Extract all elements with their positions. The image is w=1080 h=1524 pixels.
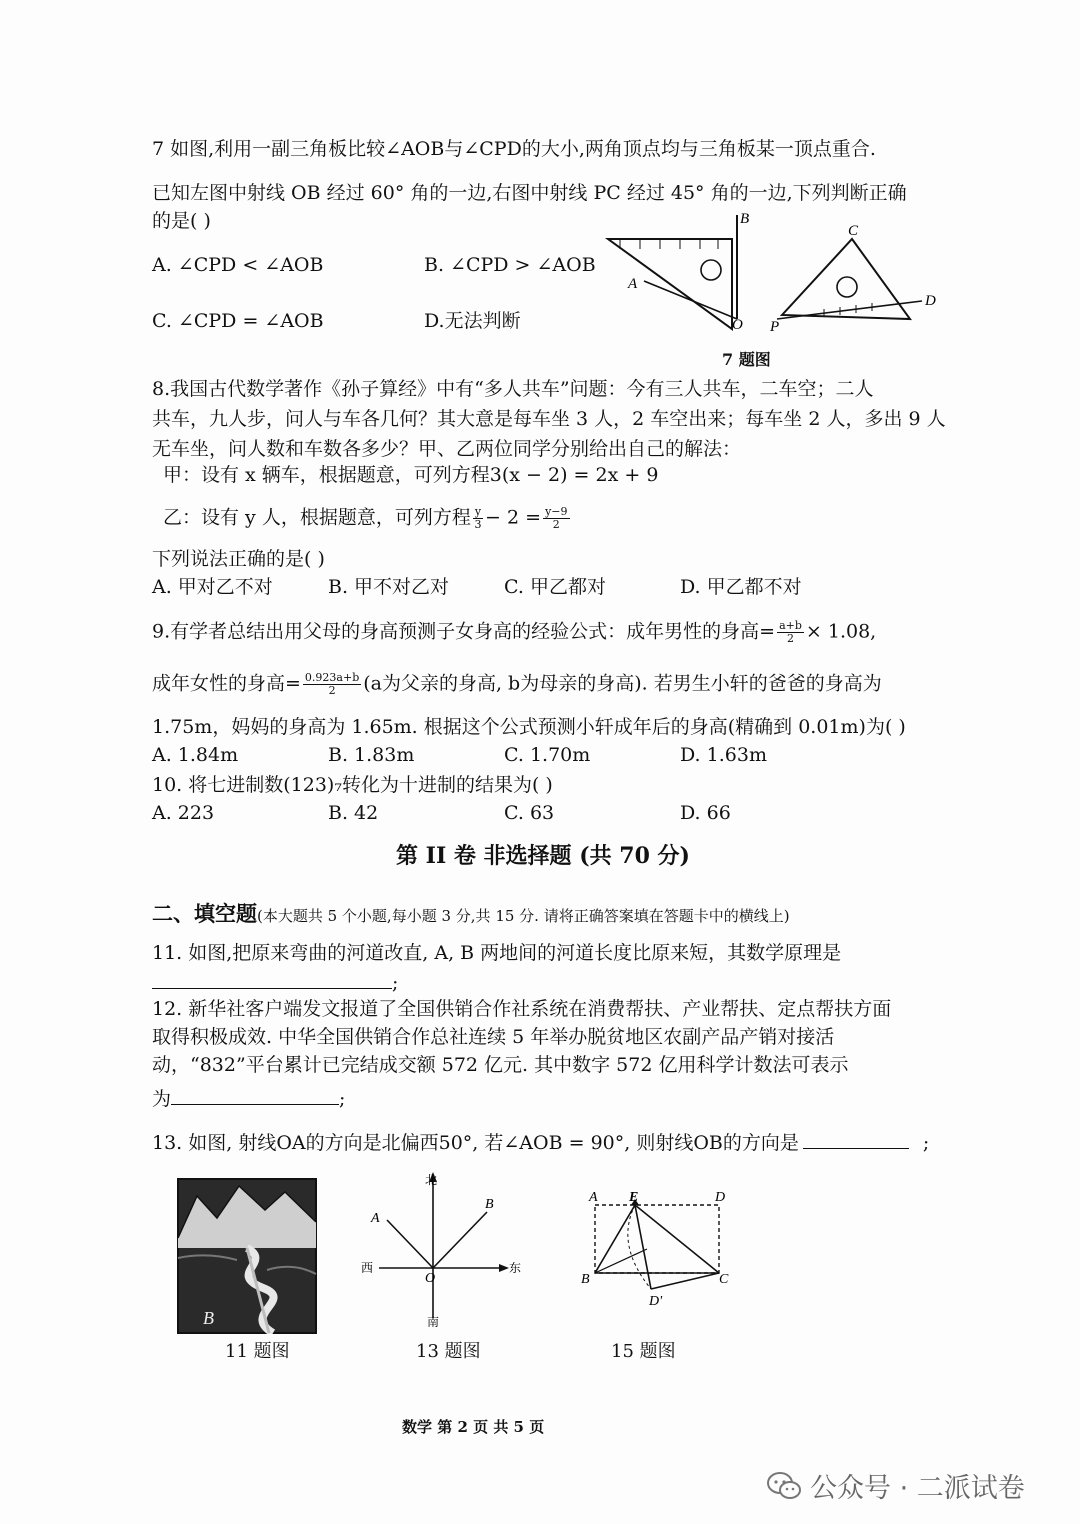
- q9-line1-suffix: × 1.08,: [805, 620, 877, 643]
- fig13-label-south: 南: [427, 1315, 440, 1328]
- fig15-label-d-prime: D': [649, 1294, 663, 1309]
- q7-right-triangle: [782, 239, 910, 319]
- figure-13: [355, 1168, 525, 1328]
- q8-yi-fraction-1: [473, 506, 483, 531]
- fig15-label-d: D: [715, 1190, 726, 1205]
- q7-option-d: D.无法判断: [424, 310, 521, 332]
- figure-7: [600, 205, 945, 340]
- q7-label-c: C: [848, 223, 859, 239]
- q9-option-c: C. 1.70m: [504, 744, 591, 766]
- q9-frac2-num: 0.923a+b: [304, 671, 360, 684]
- q12-answer-blank[interactable]: [171, 1086, 339, 1105]
- q9-frac1-den: 2: [786, 632, 794, 646]
- q11-answer-blank[interactable]: [152, 970, 392, 989]
- q7-ray-oa: [644, 281, 737, 319]
- fig13-label-west: 西: [361, 1261, 374, 1275]
- q9-option-b: B. 1.83m: [328, 744, 415, 766]
- q7-label-b: B: [740, 211, 750, 227]
- figure-15-caption: 15 题图: [611, 1341, 676, 1362]
- q7-label-a: A: [628, 276, 638, 292]
- q8-option-d: D. 甲乙都不对: [680, 576, 802, 598]
- q13-line1: [152, 1130, 929, 1153]
- figure-13-caption: 13 题图: [416, 1341, 481, 1362]
- q7-label-d: D: [925, 293, 936, 309]
- wechat-icon: [766, 1471, 802, 1501]
- q11-answer-line: [152, 970, 398, 993]
- fig15-label-e: E: [629, 1190, 639, 1205]
- q9-frac1-num: a+b: [779, 619, 802, 632]
- q10-option-a: A. 223: [152, 802, 215, 824]
- fig13-ray-ob: [433, 1212, 487, 1268]
- q10-option-c: C. 63: [504, 802, 555, 824]
- figure-7-caption: 7 题图: [722, 350, 771, 369]
- page-footer: 数学 第 2 页 共 5 页: [402, 1418, 545, 1436]
- q9-line2-suffix: (a为父亲的身高, b为母亲的身高). 若男生小轩的爸爸的身高为: [363, 672, 882, 695]
- q9-line3: 1.75m，妈妈的身高为 1.65m. 根据这个公式预测小轩成年后的身高(精确到 0.01m)为( ): [152, 716, 906, 738]
- q8-yi-mid: − 2 =: [485, 506, 542, 529]
- figure-11-caption: 11 题图: [225, 1341, 290, 1362]
- fig13-label-north: 北: [425, 1173, 438, 1187]
- fig13-label-o: O: [425, 1271, 436, 1286]
- q8-line2: 共车，九人步，问人与车各几何？其大意是每车坐 3 人，2 车空出来；每车坐 2 人，多出 9 人: [152, 408, 946, 430]
- fig13-label-b: B: [485, 1197, 494, 1212]
- section-2-title: 第 II 卷 非选择题 (共 70 分): [396, 843, 690, 869]
- fig13-label-east: 东: [509, 1261, 522, 1275]
- fig11-label-b: B: [203, 1308, 214, 1328]
- q7-option-a: A. ∠CPD < ∠AOB: [152, 254, 324, 276]
- q7-label-o: O: [732, 317, 743, 333]
- q8-yi-frac2-den: 2: [552, 518, 560, 532]
- q7-option-c: C. ∠CPD = ∠AOB: [152, 310, 324, 332]
- q8-yi-fraction-2: [543, 506, 569, 531]
- fig15-segment-be: [595, 1205, 635, 1273]
- q8-option-a: A. 甲对乙不对: [152, 576, 273, 598]
- q9-fraction-2: [303, 672, 361, 697]
- q8-prompt: 下列说法正确的是( ): [152, 548, 325, 570]
- q7-left-ruler-ticks: [620, 239, 718, 249]
- q9-fraction-1: [777, 620, 804, 645]
- fig15-label-c: C: [719, 1272, 729, 1287]
- figure-15: [575, 1185, 735, 1320]
- q7-label-p: P: [770, 319, 780, 335]
- q12-line3: 动，“832”平台累计已完结成交额 572 亿元. 其中数字 572 亿用科学计数法可表示: [152, 1054, 849, 1076]
- q8-yi-solution: [163, 506, 572, 531]
- q12-end: ;: [339, 1088, 346, 1110]
- q9-line2-prefix: 成年女性的身高=: [152, 672, 301, 695]
- q8-yi-frac1-num: y: [474, 505, 482, 518]
- q7-line3: 的是( ): [152, 210, 211, 232]
- q11-end: ;: [392, 972, 399, 994]
- fig15-rectangle: [595, 1205, 719, 1273]
- q7-line2: 已知左图中射线 OB 经过 60° 角的一边,右图中射线 PC 经过 45° 角的一边,下列判断正确: [152, 182, 907, 204]
- fig15-segment-dc: [651, 1273, 719, 1289]
- q9-line1-prefix: 9.有学者总结出用父母的身高预测子女身高的经验公式：成年男性的身高=: [152, 620, 776, 643]
- q7-right-hole: [837, 277, 857, 297]
- q9-line2: [152, 672, 882, 697]
- fig13-label-a: A: [371, 1211, 380, 1226]
- q13-end: ;: [922, 1132, 930, 1154]
- fill-heading-label: 二、填空题: [152, 901, 257, 926]
- fig15-segment-ed: [635, 1205, 651, 1289]
- fill-heading-note: (本大题共 5 个小题,每小题 3 分,共 15 分. 请将正确答案填在答题卡中的横线上): [257, 907, 790, 925]
- q8-yi-frac1-den: 3: [474, 518, 482, 532]
- q11-line1: 11. 如图,把原来弯曲的河道改直, A, B 两地间的河道长度比原来短，其数学原理是: [152, 942, 842, 964]
- q8-option-b: B. 甲不对乙对: [328, 576, 450, 598]
- q9-option-a: A. 1.84m: [152, 744, 239, 766]
- q9-line1: [152, 620, 876, 645]
- fig15-fold-arc: [628, 1205, 651, 1289]
- q8-yi-frac2-num: y−9: [545, 505, 568, 518]
- watermark-text: 公众号 · 二派试卷: [810, 1473, 1025, 1504]
- q10-option-b: B. 42: [328, 802, 379, 824]
- q8-line1: 8.我国古代数学著作《孙子算经》中有“多人共车”问题：今有三人共车，二车空；二人: [152, 378, 874, 400]
- figure-11: [177, 1178, 317, 1334]
- fig13-east-arrow: [499, 1264, 509, 1272]
- q13-stem: 13. 如图, 射线OA的方向是北偏西50°, 若∠AOB = 90°, 则射线OB的方向是: [152, 1132, 799, 1154]
- fig15-segment-ec: [635, 1205, 719, 1273]
- q12-line4: [152, 1086, 345, 1109]
- watermark: [766, 1466, 1025, 1505]
- q9-frac2-den: 2: [328, 684, 336, 698]
- q12-line1: 12. 新华社客户端发文报道了全国供销合作社系统在消费帮扶、产业帮扶、定点帮扶方面: [152, 998, 892, 1020]
- q8-jia-solution: 甲：设有 x 辆车，根据题意，可列方程3(x − 2) = 2x + 9: [163, 464, 659, 486]
- q7-line1: 7 如图,利用一副三角板比较∠AOB与∠CPD的大小,两角顶点均与三角板某一顶点重合.: [152, 138, 876, 160]
- fill-section-heading: [152, 903, 790, 925]
- q12-line4-prefix: 为: [152, 1088, 172, 1110]
- q7-left-triangle: [608, 239, 732, 329]
- q7-option-b: B. ∠CPD > ∠AOB: [424, 254, 596, 276]
- q10-stem: 10. 将七进制数(123)₇转化为十进制的结果为( ): [152, 774, 553, 796]
- q8-option-c: C. 甲乙都对: [504, 576, 606, 598]
- fig13-ray-oa: [387, 1220, 433, 1268]
- q8-line3: 无车坐，问人数和车数各多少？甲、乙两位同学分别给出自己的解法：: [152, 438, 742, 460]
- q10-option-d: D. 66: [680, 802, 731, 824]
- fig15-label-b: B: [581, 1272, 590, 1287]
- fig15-label-a: A: [589, 1190, 598, 1205]
- q9-option-d: D. 1.63m: [680, 744, 767, 766]
- q7-left-hole: [701, 260, 721, 280]
- q13-answer-blank[interactable]: [803, 1130, 909, 1149]
- q8-yi-prefix: 乙：设有 y 人，根据题意，可列方程: [163, 506, 471, 529]
- q12-line2: 取得积极成效. 中华全国供销合作总社连续 5 年举办脱贫地区农副产品产销对接活: [152, 1026, 835, 1048]
